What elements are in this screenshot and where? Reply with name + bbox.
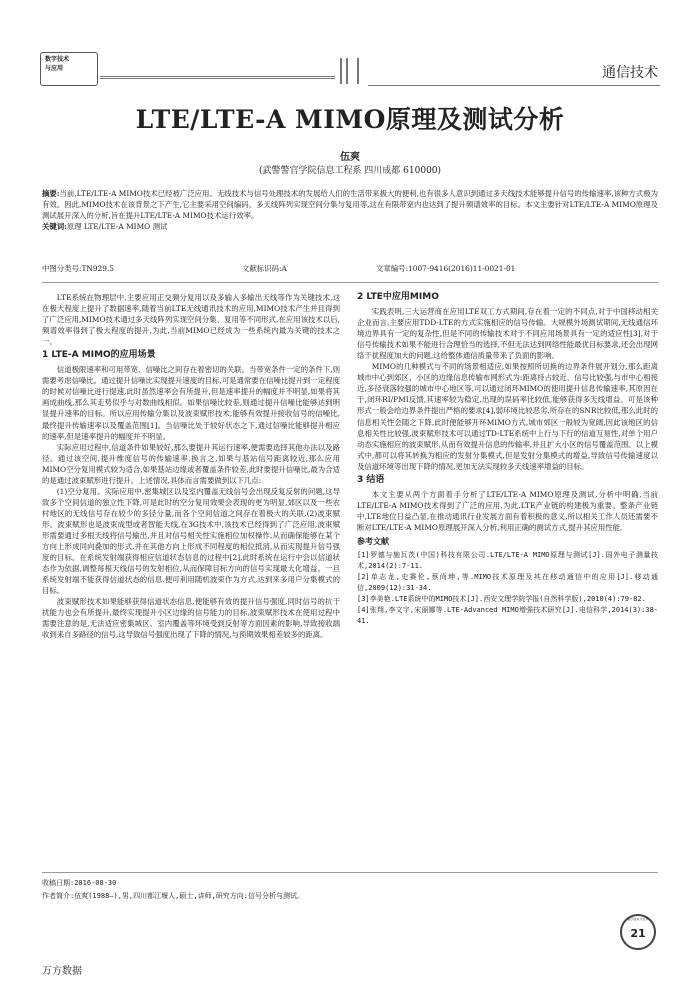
author-bio: 作者简介:伍爽(1988—),男,四川都江堰人,硕士,讲师,研究方向:信号分析与测试。	[42, 892, 305, 900]
reference-item: [1]罗德与施瓦茨(中国)科技有限公司.LTE/LTE-A MIMO原理与测试[J].国外电子测量技术,2014(2):7-11.	[357, 551, 658, 571]
section-1-paragraph-1: 信道极限速率和可用带宽、信噪比之间存在着密切的关联。当带宽条件一定的条件下,则需要考虑信噪比。通过提升信噪比实现提升速度的目标,可是通常要在信噪比提升到一定程度的时候对信噪比进行提速,此时虽然速率会有所提升,但是速率提升的幅度并不明显,如果将其画成曲线,那么其走势似乎与对数曲线相似。如果信噪比较差,则通过提升信噪比能够达到明显提升速率的目标。所以应用传输分集以及波束赋形技术,能够有效提升接收信号的信噪比,最终提升传输速率以及覆盖范围[1]。当信噪比处于较好状态之下,通过信噪比能够提升相应的速率,但是速率提升的幅度并不明显。	[42, 365, 340, 441]
header-double-rule	[100, 76, 335, 79]
abstract-block	[42, 188, 658, 232]
author-name: 伍爽	[340, 152, 360, 163]
abstract-label: 摘要:	[42, 189, 60, 198]
classification-line	[42, 263, 658, 275]
footer-watermark: 万方数据	[42, 966, 82, 977]
page-header	[0, 0, 700, 90]
left-column	[42, 292, 340, 640]
reference-item: [3]李美艳.LTE系统中的MIMO技术[J].西安文理学院学报(自然科学版),2010(4):79-82.	[357, 595, 646, 604]
author-affiliation: (武警警官学院信息工程系 四川成都 610000)	[258, 166, 442, 176]
separator-rule	[42, 282, 658, 283]
section-1-paragraph-2: 实际应用过程中,信道条件如果较好,那么要提升其运行速率,便需要选择其他办法以及路径。通过该空间,提升维度信号的传输速率,换言之,如果与基站信号距离较近,那么应用MIMO空分复用模式较为适合,如果基站边缘或者覆盖条件较差,此时要提升信噪比,最为合适的是通过波束赋形进行提升。上述情况,具体而言需要做到以下几点:	[42, 442, 340, 485]
badge-ring-text: 数字技术与应用	[627, 917, 649, 921]
abstract-text	[42, 188, 658, 221]
section-2-paragraph-2: MIMO的几种模式与不同的场景相适应,如果按照所切换的边界条件展开划分,那么距离城市中心到郊区、小区的边缘信息传输布网形式为:距离持占较近、信号比较强,与市中心相接近,多径衰落较强的城市中心地区等,可以通过闭环MIMO的使用提升信息传输速率,其原因在于,闭环RI/PMI反馈,其速率较为稳定,出现的误码率比较低,能够获得多天线增益。可是该种形式一般会给边界条件提出严格的要求[4],弱环境比较恶劣,所存在的SNR比较低,那么此时的信息相关性会随之下降,此时便能够开环MIMO方式,城市郊区一般较为宽阔,因此该地区的信息相关性比较强,波束赋形技术可以通过TD-LTE系统中上行与下行的信道互易性,对单个用户动态实施相应的波束赋形,从而有效提升信息的传输率,并且扩大小区的信号覆盖范围。以上模式中,都可以将其转换为相应的发射分集模式,但是发射分集模式的增益,导致信号传输速度以及信道环境等出现下降的情况,更加无法实现较多天线速率增益的目标。	[357, 362, 658, 471]
article-number: 文章编号:1007-9416(2016)11-0021-01	[376, 264, 516, 273]
section-3-paragraph-1: 本文主要从两个方面着手分析了LTE/LTE-A MIMO原理及测试,分析中明确,当前LTE/LTE-A MIMO技术得到了广泛的应用,为此,LTE产业链的构建极为重要。整条产业链中,LTE地位日益凸显,在推动通讯行业发展方面有着积极的意义,所以相关工作人员还需要不断对LTE/LTE-A MIMO原理展开深入分析,利用正确的测试方式,提升其应用性能。	[357, 489, 658, 532]
section-3-heading: 3 结语	[357, 474, 385, 485]
section-1-heading: 1 LTE-A MIMO的应用场景	[42, 350, 156, 361]
logo-line-2: 与应用	[45, 65, 64, 72]
document-code: 文献标识码:A	[242, 264, 287, 273]
footnote	[42, 877, 658, 903]
reference-item: [2]单志龙,史赛伦,蔡尚坤,等.MIMO技术原理及其在移动通信中的应用[J].移动通信,2009(12):31-34.	[357, 573, 658, 593]
right-column	[357, 292, 658, 627]
reference-item: [4]张翔,李文宇,宋丽娜等.LTE-Advanced MIMO增强技术研究[J].电信科学,2014(3):38-41.	[357, 606, 658, 626]
abstract-body: 当前,LTE/LTE-A MIMO技术已经被广泛应用。无线技术与信号处理技术的发展给人们的生活带来极大的便利,也有很多人意识到通过多天线技术能够提升信号的传输速率,该种方式极为有效。因此,MIMO技术在该背景之下产生,它主要采用空间编码、多天线阵列实现空间分集与复用等,这在有限带宽内也达到了提升频谱效率的目标。本文主要针对LTE/LTE-A MIMO原理及测试展开深入的分析,旨在提升LTE/LTE-A MIMO技术运行效率。	[42, 189, 658, 220]
page-number-badge	[620, 914, 656, 950]
section-2-paragraph-1: 实践表明,三大运营商在应用LTE双工方式期间,存在着一定的不同点,对于中国移动相关企业而言,主要应用TDD-LTE的方式实施相应的信号传输。大规模外场测试期间,无线通信环境边界具有一定的复杂性,但是不同的传输技术对于不同应用场景具有一定的适应性[3],对于信号传输技术如果不能进行合理恰当的选择,不但无法达到网络性能最优目标要求,还会出现网络干扰程度加大的问题,这给整体通信质量带来了负面的影响。	[357, 307, 658, 361]
page-number: 21	[630, 927, 646, 940]
section-1-paragraph-4: 波束赋形技术如果能够获得信道状态信息,便能够有效的提升信号强度,同时信号的抗干扰能力也会有所提升,最终实现提升小区边缘的信号能力的目标,波束赋形技术在使用过程中需要注意的是,无法适应密集城区、室内覆盖等环境受到反射等方面因素的影响,导致接收端收到来自多路径的信号,这导致信号强度出现了下降的情况,与预期效果相差较多的距离。	[42, 597, 340, 640]
section-2-heading: 2 LTE中应用MIMO	[357, 292, 439, 302]
received-date: 收稿日期:2016-08-30	[42, 879, 117, 887]
keywords-value: 原理 LTE/LTE-A MIMO 测试	[66, 222, 168, 231]
clc-number: 中图分类号:TN929.5	[42, 264, 114, 273]
journal-logo	[40, 52, 98, 86]
footnote-rule	[42, 872, 658, 873]
logo-line-1: 数字技术	[45, 56, 70, 63]
header-bars	[338, 58, 362, 84]
keywords-line	[42, 221, 658, 232]
intro-paragraph: LTE系统在物理层中,主要应用正交频分复用以及多输入多输出天线等作为关键技术,这在极大程度上提升了数据速率,随着当前LTE无线通讯技术的应用,MIMO技术产生并且得到了广泛应用,MIMO技术通过多天线阵列实现空间分集、复用等不同形式,在应用该技术以后,频谱效率得到了极大程度的提升,为此,当前MIMO已经成为一些系统内最为关键的技术之一。	[42, 293, 340, 347]
article-title: LTE/LTE-A MIMO原理及测试分析	[135, 105, 565, 134]
header-rule	[368, 85, 660, 86]
keywords-label: 关键词:	[42, 222, 67, 231]
references-heading: 参考文献	[357, 536, 389, 546]
section-label: 通信技术	[602, 65, 658, 81]
section-1-paragraph-3: (1)空分复用。实际应用中,密集城区以及室内覆盖无线信号会出现反复反射的问题,这导致多个空间信道的独立性下降,可是此时的空分复用效果会表现的更为明显,郊区以及一些农村地区的无线信号存在较少的多径分量,而各个空间信道之间存在着极大的关联,(2)波束赋形。波束赋形也是波束成型或者智能天线,在3G技术中,该技术已经得到了广泛应用,波束赋形需要通过多根天线将信号输出,并且对信号相关性实施相位加权操作,从而确保能够在某个方向上形成同向叠加的形式,并在其他方向上形成不同程度的相位抵消,从而实现提升信号强度的目标。在系统发射端获得相应信道状态信息的过程中[2],此时系统在运行中会以信道状态作为依据,调整每根天线信号的发射相位,从而保障目标方向的信号实现最大化增益。一旦系统发射端不能获得信道状态的信息,便可利用随机波束作为方式,达到来多用户分集模式的目标。	[42, 486, 340, 596]
